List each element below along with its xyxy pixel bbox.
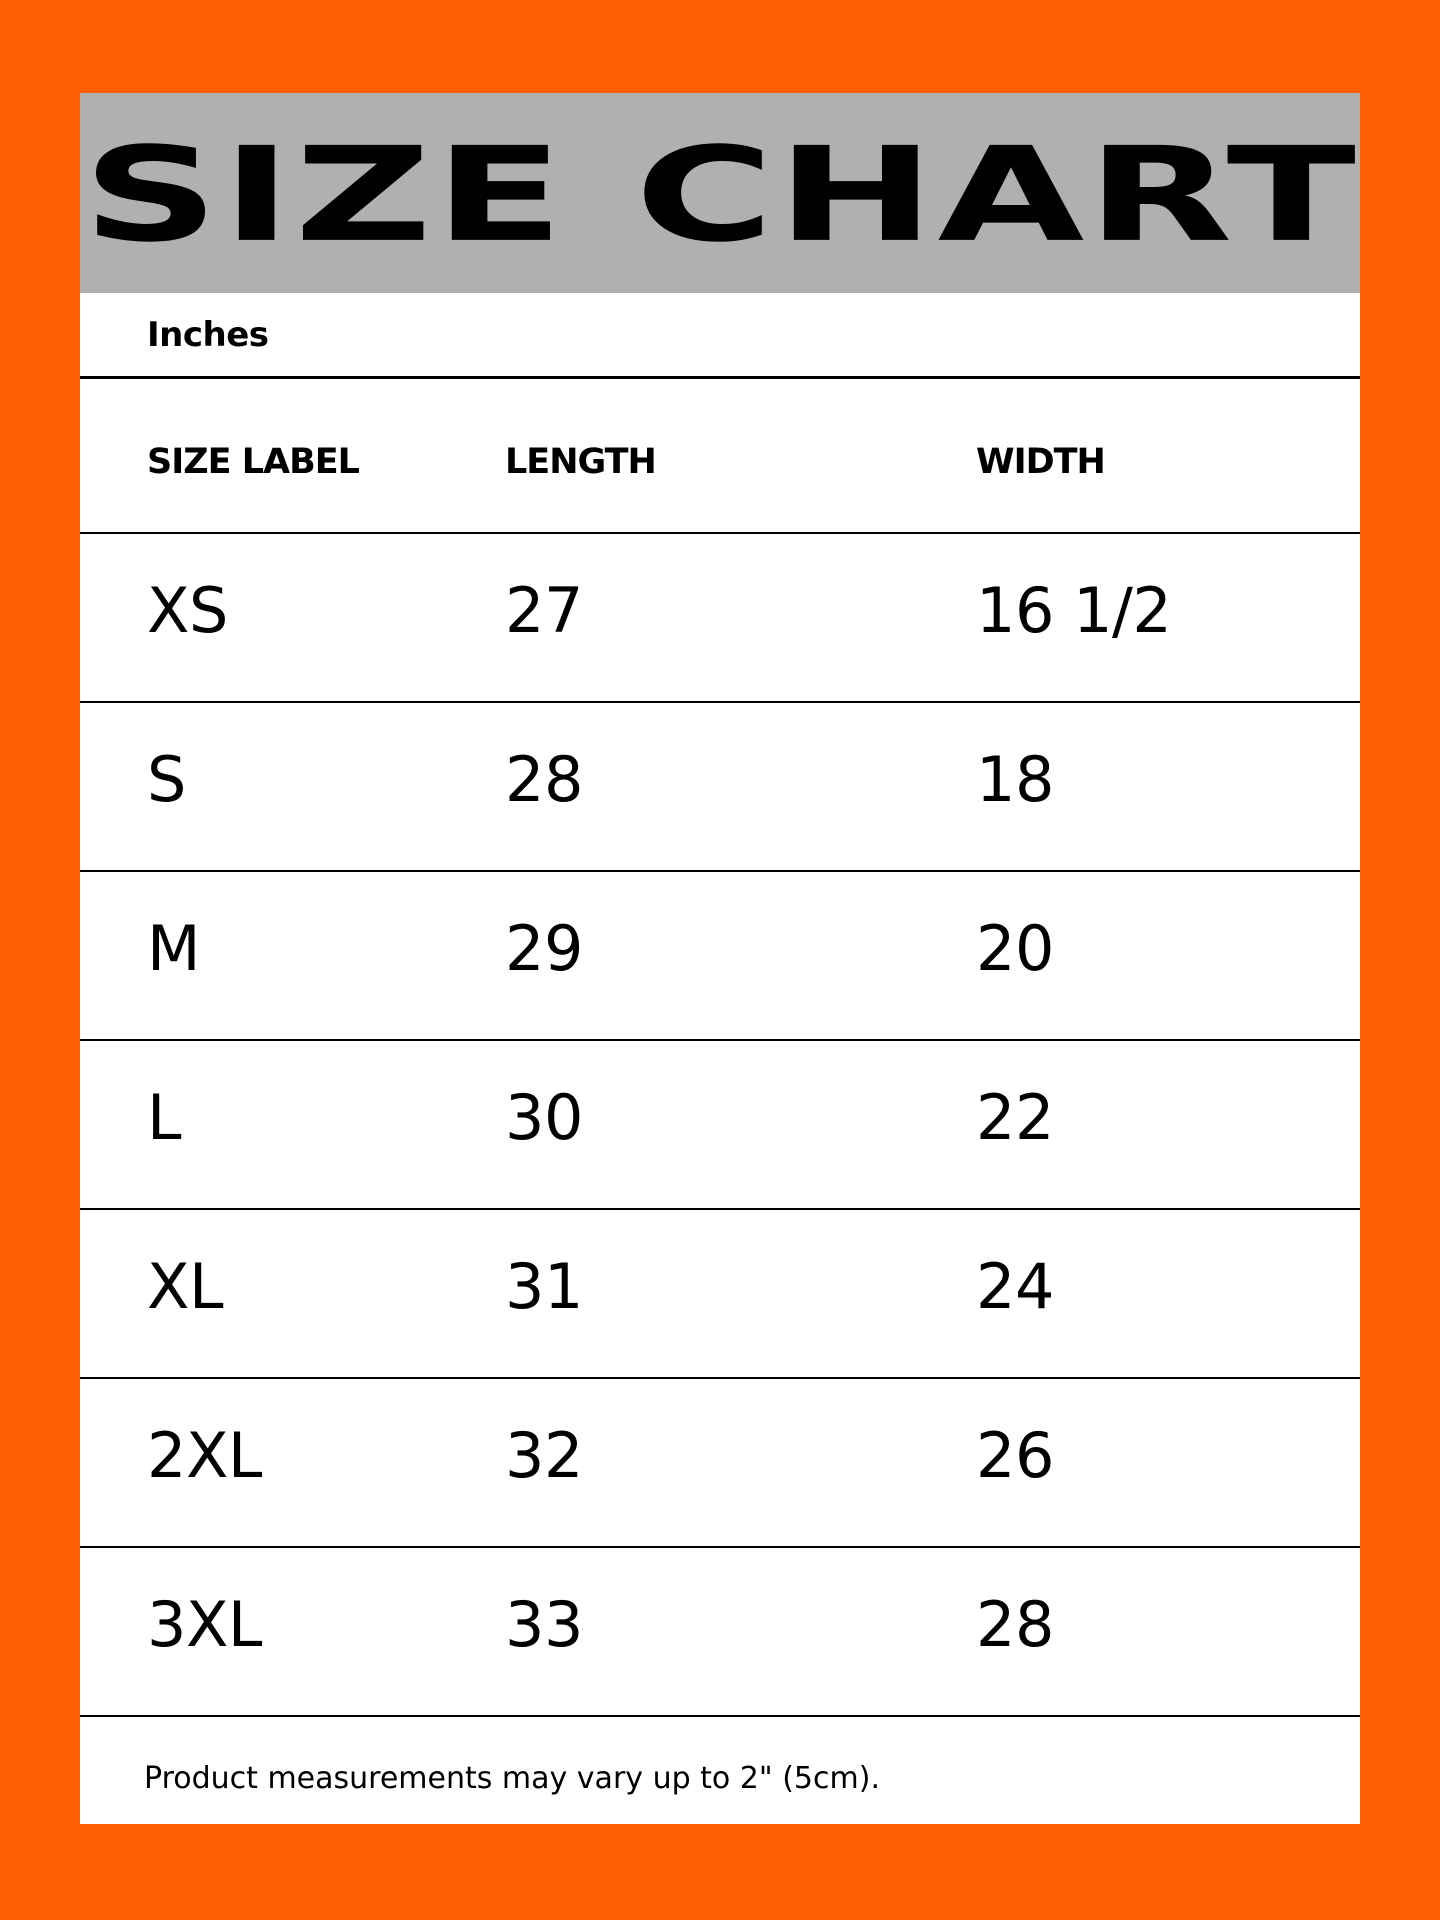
length-cell: 27 (505, 574, 583, 647)
column-header-size-label: SIZE LABEL (147, 442, 359, 482)
length-cell: 29 (505, 912, 583, 985)
table-row (80, 534, 1360, 703)
column-header-width: WIDTH (976, 442, 1105, 482)
size-cell: XS (147, 574, 228, 647)
unit-label: Inches (147, 315, 269, 355)
table-row (80, 872, 1360, 1041)
table-header (80, 379, 1360, 534)
table-row (80, 1210, 1360, 1379)
size-cell: 3XL (147, 1588, 262, 1661)
size-cell: M (147, 912, 200, 985)
length-cell: 28 (505, 743, 583, 816)
table-row (80, 1548, 1360, 1717)
measurement-footnote: Product measurements may vary up to 2" (5cm). (144, 1761, 880, 1796)
length-cell: 31 (505, 1250, 583, 1323)
table-body (80, 534, 1360, 1717)
table-row (80, 703, 1360, 872)
size-chart-card (80, 93, 1360, 1824)
size-cell: S (147, 743, 186, 816)
width-cell: 22 (976, 1081, 1054, 1154)
chart-title: SIZE CHART (81, 119, 1359, 271)
width-cell: 26 (976, 1419, 1054, 1492)
title-band (80, 93, 1360, 293)
length-cell: 33 (505, 1588, 583, 1661)
width-cell: 16 1/2 (976, 574, 1172, 647)
width-cell: 24 (976, 1250, 1054, 1323)
table-row (80, 1379, 1360, 1548)
column-header-length: LENGTH (505, 442, 656, 482)
width-cell: 20 (976, 912, 1054, 985)
width-cell: 18 (976, 743, 1054, 816)
length-cell: 32 (505, 1419, 583, 1492)
unit-row (80, 293, 1360, 379)
table-row (80, 1041, 1360, 1210)
size-cell: L (147, 1081, 182, 1154)
width-cell: 28 (976, 1588, 1054, 1661)
size-cell: XL (147, 1250, 224, 1323)
length-cell: 30 (505, 1081, 583, 1154)
size-cell: 2XL (147, 1419, 262, 1492)
